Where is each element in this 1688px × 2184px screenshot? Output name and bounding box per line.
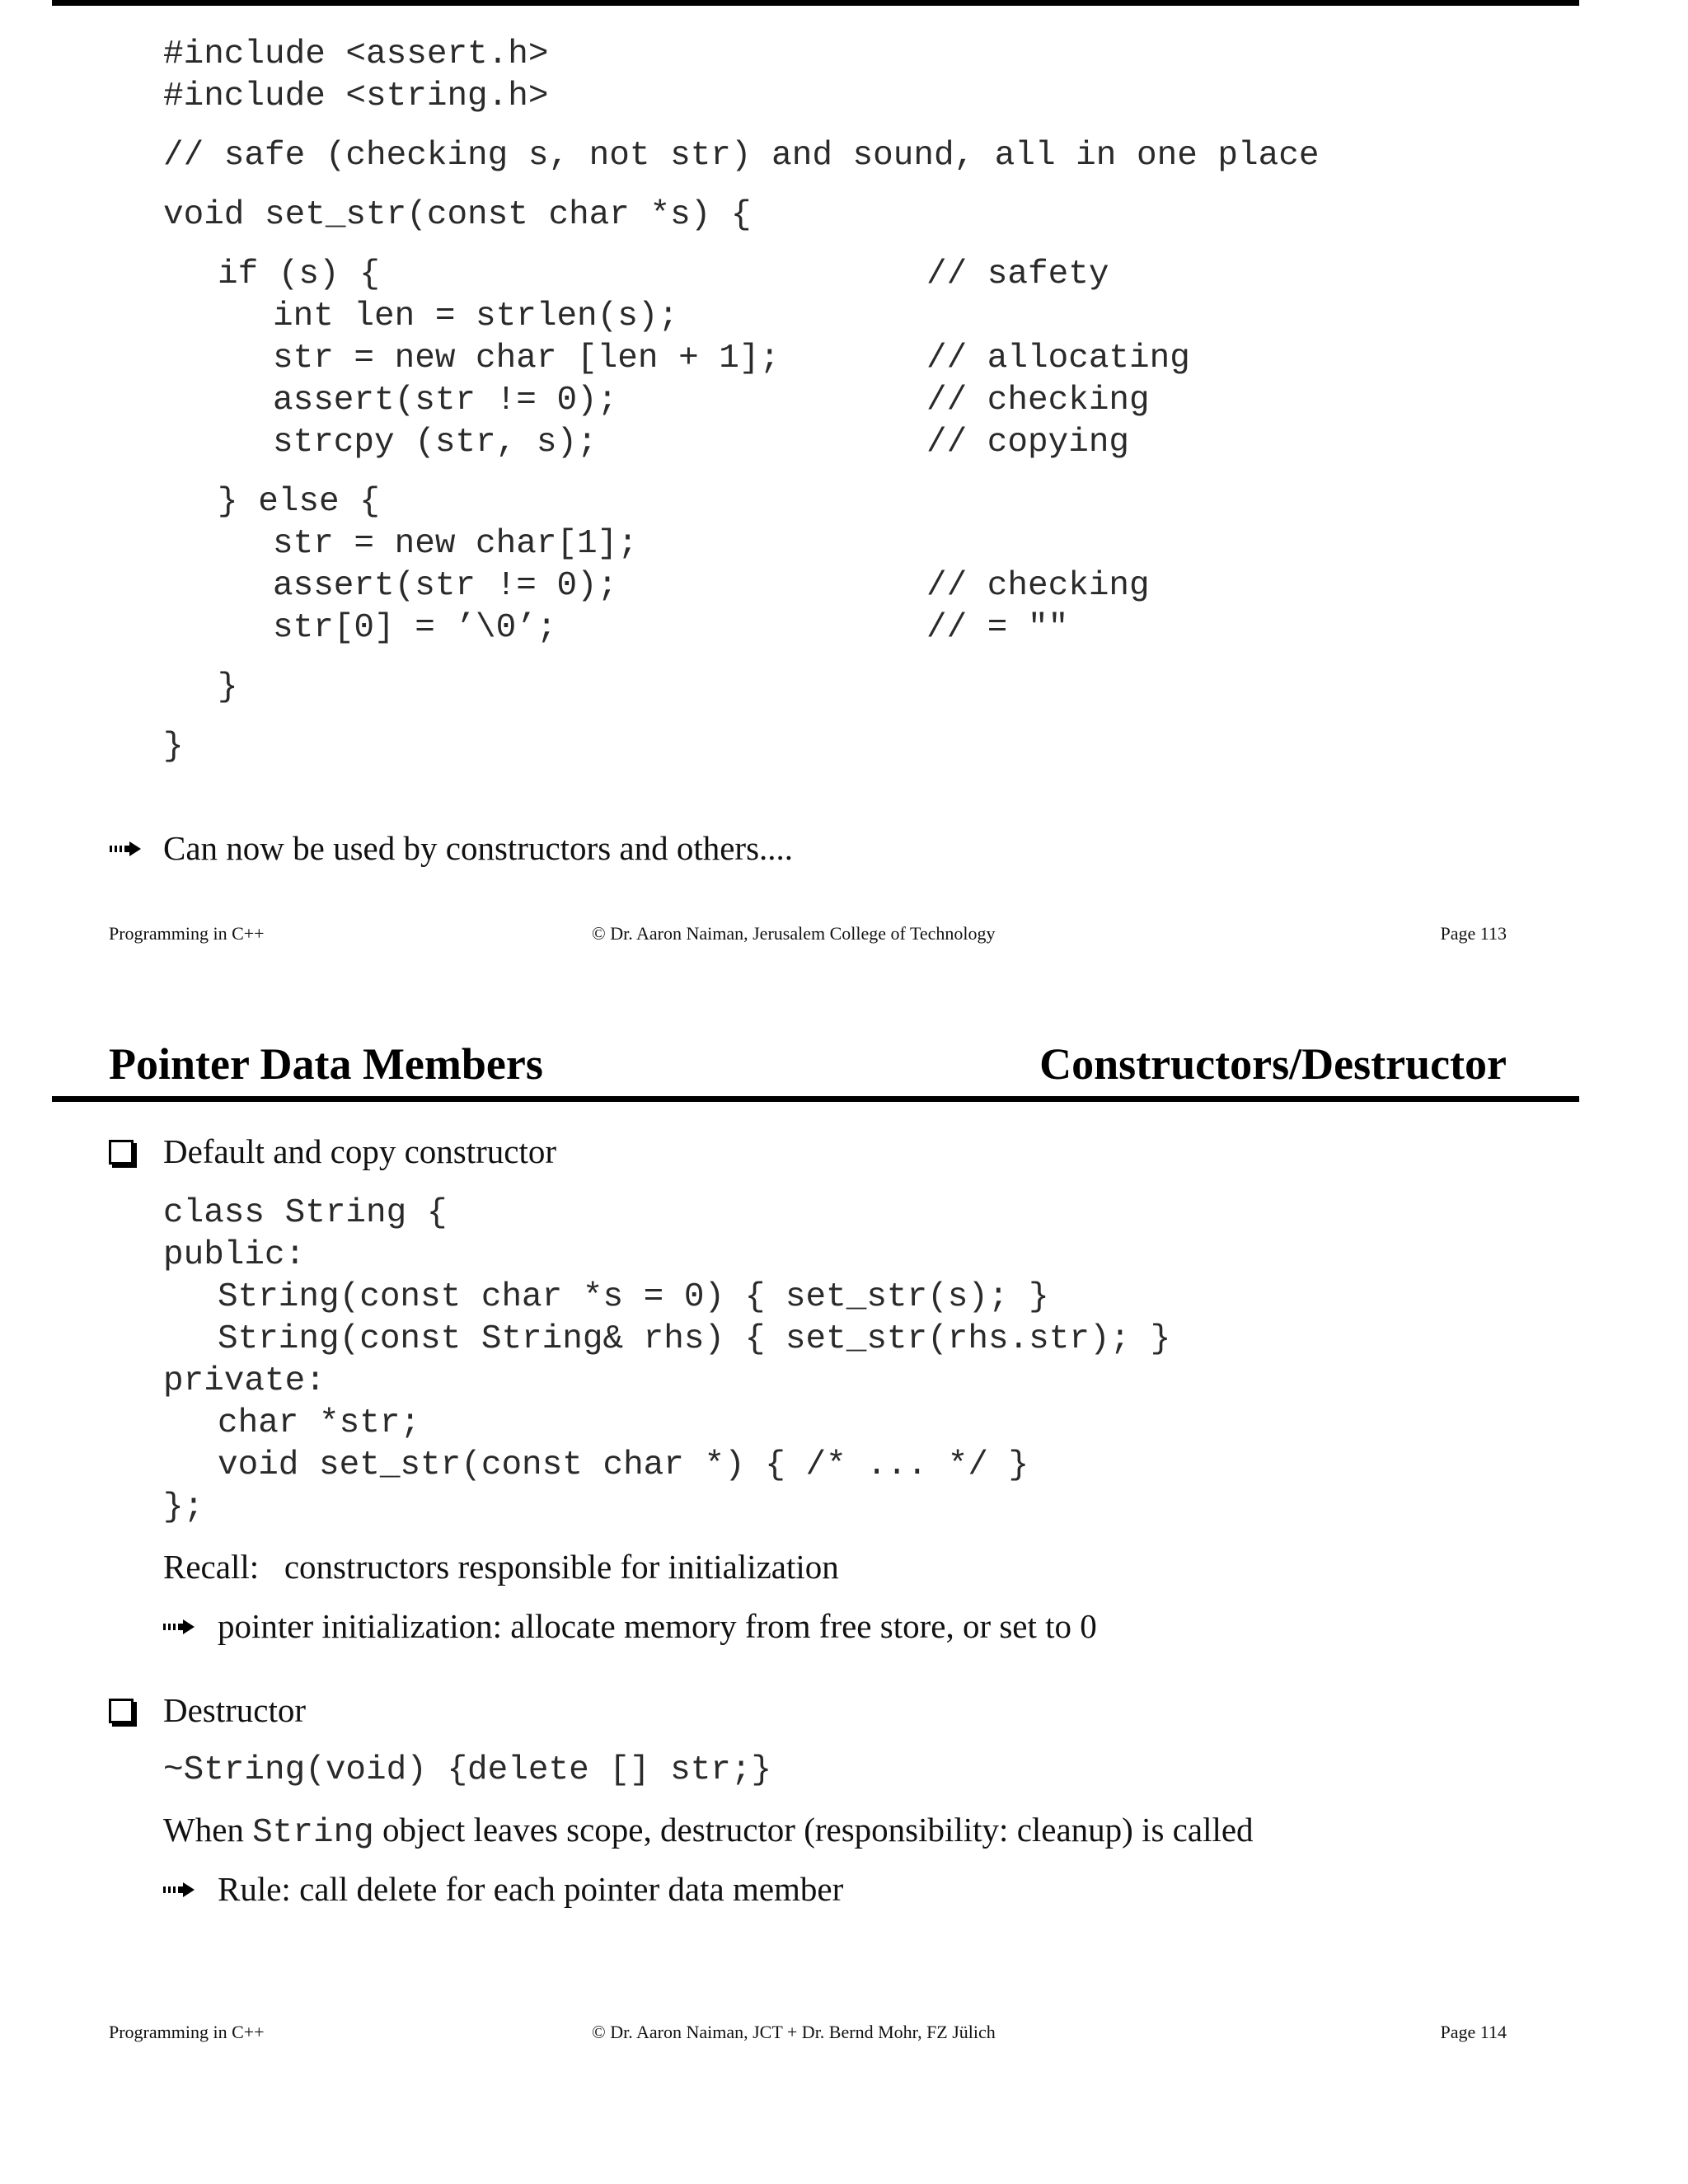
code-comment-checking-2: // checking <box>926 567 1150 605</box>
code-line-close-if: } <box>218 668 238 706</box>
code-line-include-assert: #include <assert.h> <box>163 35 549 73</box>
code-set-str-decl: void set_str(const char *) { /* ... */ } <box>218 1446 1029 1484</box>
when-sentence <box>163 1813 1254 1850</box>
code-line-include-string: #include <string.h> <box>163 77 549 115</box>
when-text-suffix: object leaves scope, destructor (responsibility: cleanup) is called <box>373 1811 1254 1849</box>
code-private: private: <box>163 1362 326 1400</box>
bullet-text-pointer-init: pointer initialization: allocate memory from free store, or set to 0 <box>218 1607 1097 1645</box>
code-comment-allocating: // allocating <box>926 340 1190 377</box>
code-comment-safety: // safety <box>926 255 1109 293</box>
recall-text: Recall: constructors responsible for initialization <box>163 1548 839 1586</box>
arrow-bullet-icon <box>110 840 143 858</box>
code-line-set-str-signature: void set_str(const char *s) { <box>163 196 752 234</box>
code-default-constructor: String(const char *s = 0) { set_str(s); } <box>218 1278 1049 1316</box>
checkbox-bullet-icon <box>109 1699 134 1723</box>
code-class-string: class String { <box>163 1194 448 1232</box>
code-line-alloc-empty: str = new char[1]; <box>273 525 638 563</box>
page-title-right: Constructors/Destructor <box>1039 1039 1507 1089</box>
code-line-assert-2: assert(str != 0); <box>273 567 618 605</box>
code-line-terminate: str[0] = ’\0’; <box>273 609 557 647</box>
when-code-string: String <box>252 1814 374 1852</box>
checkbox-bullet-icon <box>109 1140 134 1165</box>
code-line-assert-1: assert(str != 0); <box>273 382 618 419</box>
code-class-close: }; <box>163 1488 204 1526</box>
code-comment-empty-string: // = "" <box>926 609 1069 647</box>
code-comment-checking-1: // checking <box>926 382 1150 419</box>
top-rule <box>52 0 1579 6</box>
code-comment-copying: // copying <box>926 424 1130 462</box>
code-line-if: if (s) { <box>218 255 380 293</box>
code-line-len: int len = strlen(s); <box>273 298 679 335</box>
code-line-close-function: } <box>163 728 184 766</box>
code-public: public: <box>163 1236 306 1274</box>
arrow-bullet-icon <box>163 1881 196 1899</box>
code-line-else: } else { <box>218 483 380 521</box>
bullet-text-constructors: Can now be used by constructors and others.... <box>163 829 794 867</box>
when-text-prefix: When <box>163 1811 253 1849</box>
code-destructor: ~String(void) {delete [] str;} <box>163 1751 772 1789</box>
footer-left: Programming in C++ <box>109 923 265 944</box>
bullet-text-delete-rule: Rule: call delete for each pointer data member <box>218 1870 844 1908</box>
footer-center: © Dr. Aaron Naiman, Jerusalem College of Technology <box>592 923 996 944</box>
footer-page-number: Page 113 <box>1440 923 1507 944</box>
page-title-left: Pointer Data Members <box>109 1039 543 1089</box>
code-line-comment-safe: // safe (checking s, not str) and sound, all in one place <box>163 137 1320 175</box>
code-line-strcpy: strcpy (str, s); <box>273 424 598 462</box>
footer-left: Programming in C++ <box>109 2022 265 2042</box>
code-str-member: char *str; <box>218 1404 421 1442</box>
footer-center: © Dr. Aaron Naiman, JCT + Dr. Bernd Mohr, FZ Jülich <box>592 2022 996 2042</box>
section-heading-constructors: Default and copy constructor <box>163 1132 557 1170</box>
code-line-alloc: str = new char [len + 1]; <box>273 340 781 377</box>
code-copy-constructor: String(const String& rhs) { set_str(rhs.str); } <box>218 1320 1171 1358</box>
title-rule <box>52 1096 1579 1102</box>
footer-page-number: Page 114 <box>1440 2022 1507 2042</box>
section-heading-destructor: Destructor <box>163 1691 307 1729</box>
arrow-bullet-icon <box>163 1618 196 1636</box>
